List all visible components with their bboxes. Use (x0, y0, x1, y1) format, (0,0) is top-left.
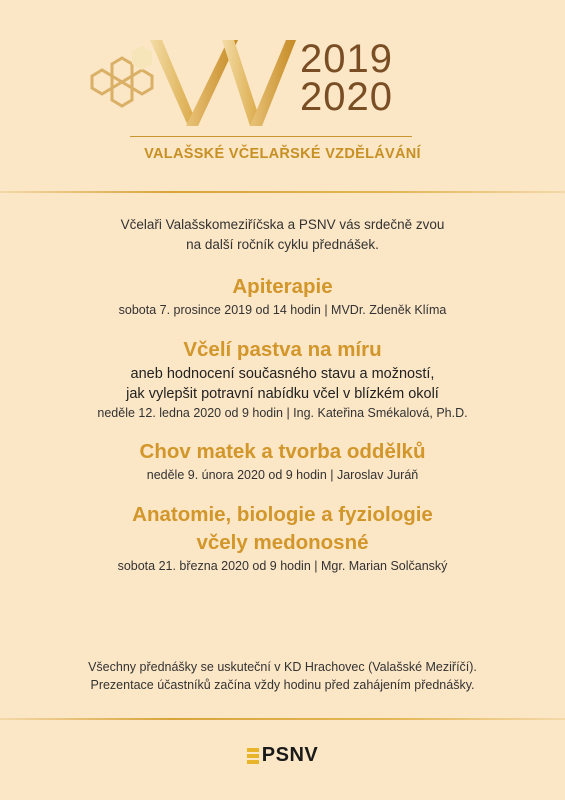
event-chov-matek (0, 438, 565, 484)
logo-divider (130, 136, 412, 137)
logo-years (300, 37, 393, 119)
psnv-logo (0, 744, 565, 769)
hexagon-icon (132, 70, 152, 94)
top-divider (0, 191, 565, 193)
psnv-stripes-icon (247, 748, 259, 764)
event-meta: sobota 7. prosince 2019 od 14 hodin | MVDr. Zdeněk Klíma (118, 303, 447, 317)
bottom-divider (0, 718, 565, 720)
event-meta: sobota 21. března 2020 od 9 hodin | Mgr. Marian Solčanský (117, 559, 448, 573)
year-bottom: 2020 (300, 75, 393, 119)
event-anatomie (0, 501, 565, 575)
event-apiterapie (0, 273, 565, 319)
hexagon-icon (112, 58, 132, 82)
main-content (0, 215, 565, 575)
footer-line: Všechny přednášky se uskuteční v KD Hrachovec (Valašské Meziříčí). (88, 660, 477, 674)
event-title: Chov matek a tvorba oddělků (139, 440, 426, 463)
event-title: Včelí pastva na míru (183, 338, 382, 361)
intro-line: na další ročník cyklu přednášek. (186, 237, 379, 252)
footer-line: Prezentace účastníků začína vždy hodinu před zahájením přednášky. (90, 678, 475, 692)
event-meta: neděle 12. ledna 2020 od 9 hodin | Ing. Kateřina Smékalová, Ph.D. (97, 406, 468, 420)
honeycomb-w-logo-icon (0, 0, 565, 140)
logo-subtitle: VALAŠSKÉ VČELAŘSKÉ VZDĚLÁVÁNÍ (144, 146, 421, 162)
event-title: Apiterapie (232, 275, 333, 298)
footer-note (0, 658, 565, 694)
hexagon-icon (112, 82, 132, 106)
event-vceli-pastva (0, 336, 565, 422)
year-top: 2019 (300, 37, 393, 81)
event-title: včely medonosné (196, 531, 369, 554)
hexagon-icon (132, 46, 152, 70)
psnv-wordmark: PSNV (261, 744, 319, 766)
intro-text (0, 215, 565, 255)
event-title: Anatomie, biologie a fyziologie (132, 503, 433, 526)
event-subtitle: jak vylepšit potravní nabídku včel v blízkém okolí (126, 386, 439, 402)
intro-line: Včelaři Valašskomeziříčska a PSNV vás srdečně zvou (120, 217, 445, 232)
event-subtitle: aneb hodnocení současného stavu a možností, (130, 366, 435, 382)
header-logo (0, 0, 565, 180)
hexagon-icon (92, 70, 112, 94)
event-meta: neděle 9. února 2020 od 9 hodin | Jaroslav Juráň (146, 468, 419, 482)
